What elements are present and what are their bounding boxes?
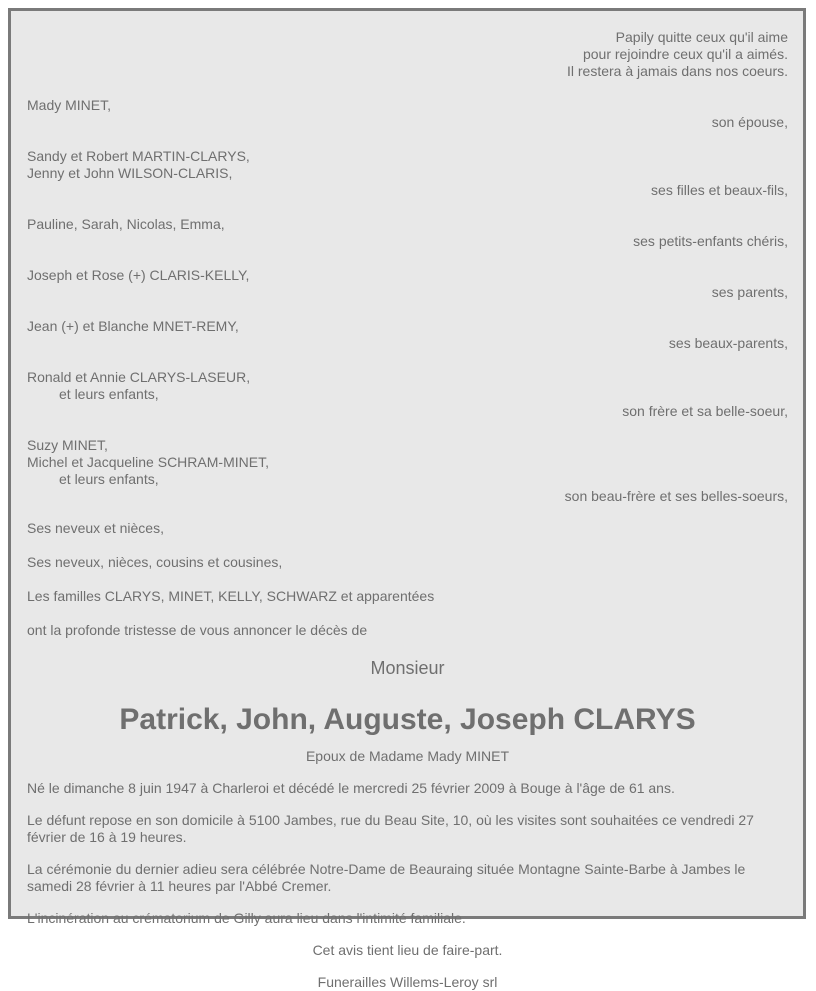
family-brother [27, 369, 788, 420]
ceremony-line: La cérémonie du dernier adieu sera célébrée Notre-Dame de Beauraing située Montagne Sainte-Barbe à Jambes le [27, 861, 746, 877]
family-daughters [27, 148, 788, 199]
daughter-couple: Jenny et John WILSON-CLARIS, [27, 165, 233, 181]
spouse-line: Epoux de Madame Mady MINET [305, 748, 510, 764]
rest-paragraph [27, 812, 788, 846]
family-grandchildren [27, 216, 788, 250]
rest-line: février de 16 à 19 heures. [27, 829, 187, 845]
poem-line: pour rejoindre ceux qu'il a aimés. [582, 46, 788, 62]
rest-line: Le défunt repose en son domicile à 5100 Jambes, rue du Beau Site, 10, où les visites sont souhaitées ce vendredi 27 [27, 812, 754, 828]
cremation-line: L'incinération au crématorium de Gilly aura lieu dans l'intimité familiale. [27, 910, 466, 926]
nephews-line: Ses neveux et nièces, [27, 520, 164, 536]
family-sisterinlaw [27, 437, 788, 505]
family-parents [27, 267, 788, 301]
obituary-content [27, 29, 788, 991]
obituary-frame [8, 8, 806, 990]
funeral-home: Funerailles Willems-Leroy srl [317, 974, 498, 990]
cousins-line: Ses neveux, nièces, cousins et cousines, [27, 554, 283, 570]
brother-children: et leurs enfants, [59, 386, 159, 402]
daughter-couple: Sandy et Robert MARTIN-CLARYS, [27, 148, 250, 164]
grandchildren-role: ses petits-enfants chéris, [633, 233, 788, 249]
sisterinlaw-name: Suzy MINET, [27, 437, 108, 453]
parents-role: ses parents, [711, 284, 788, 300]
poem-line: Papily quitte ceux qu'il aime [615, 29, 788, 45]
deceased-name: Patrick, John, Auguste, Joseph CLARYS [119, 703, 696, 736]
brother-role: son frère et sa belle-soeur, [622, 403, 788, 419]
spouse-role: son épouse, [711, 114, 788, 130]
title-monsieur: Monsieur [370, 658, 445, 678]
spouse-name: Mady MINET, [27, 97, 112, 113]
grandchildren-names: Pauline, Sarah, Nicolas, Emma, [27, 216, 225, 232]
poem-line: Il restera à jamais dans nos coeurs. [567, 63, 788, 79]
families-line: Les familles CLARYS, MINET, KELLY, SCHWARZ et apparentées [27, 588, 435, 604]
birth-death-line: Né le dimanche 8 juin 1947 à Charleroi et décédé le mercredi 25 février 2009 à Bouge à l'âge de 61 ans. [27, 780, 675, 796]
ceremony-line: samedi 28 février à 11 heures par l'Abbé Cremer. [27, 878, 332, 894]
inlaws-role: ses beaux-parents, [668, 335, 788, 351]
inlaws-names: Jean (+) et Blanche MNET-REMY, [27, 318, 239, 334]
sisterinlaw-children: et leurs enfants, [59, 471, 159, 487]
poem [27, 29, 788, 80]
notice-line: Cet avis tient lieu de faire-part. [312, 942, 503, 958]
family-spouse [27, 97, 788, 131]
daughters-role: ses filles et beaux-fils, [651, 182, 788, 198]
ceremony-paragraph [27, 861, 788, 895]
sisterinlaw-couple: Michel et Jacqueline SCHRAM-MINET, [27, 454, 269, 470]
brother-names: Ronald et Annie CLARYS-LASEUR, [27, 369, 251, 385]
family-inlaws [27, 318, 788, 352]
parents-names: Joseph et Rose (+) CLARIS-KELLY, [27, 267, 250, 283]
announcement-line: ont la profonde tristesse de vous annoncer le décès de [27, 622, 368, 638]
sisterinlaw-role: son beau-frère et ses belles-soeurs, [564, 488, 788, 504]
